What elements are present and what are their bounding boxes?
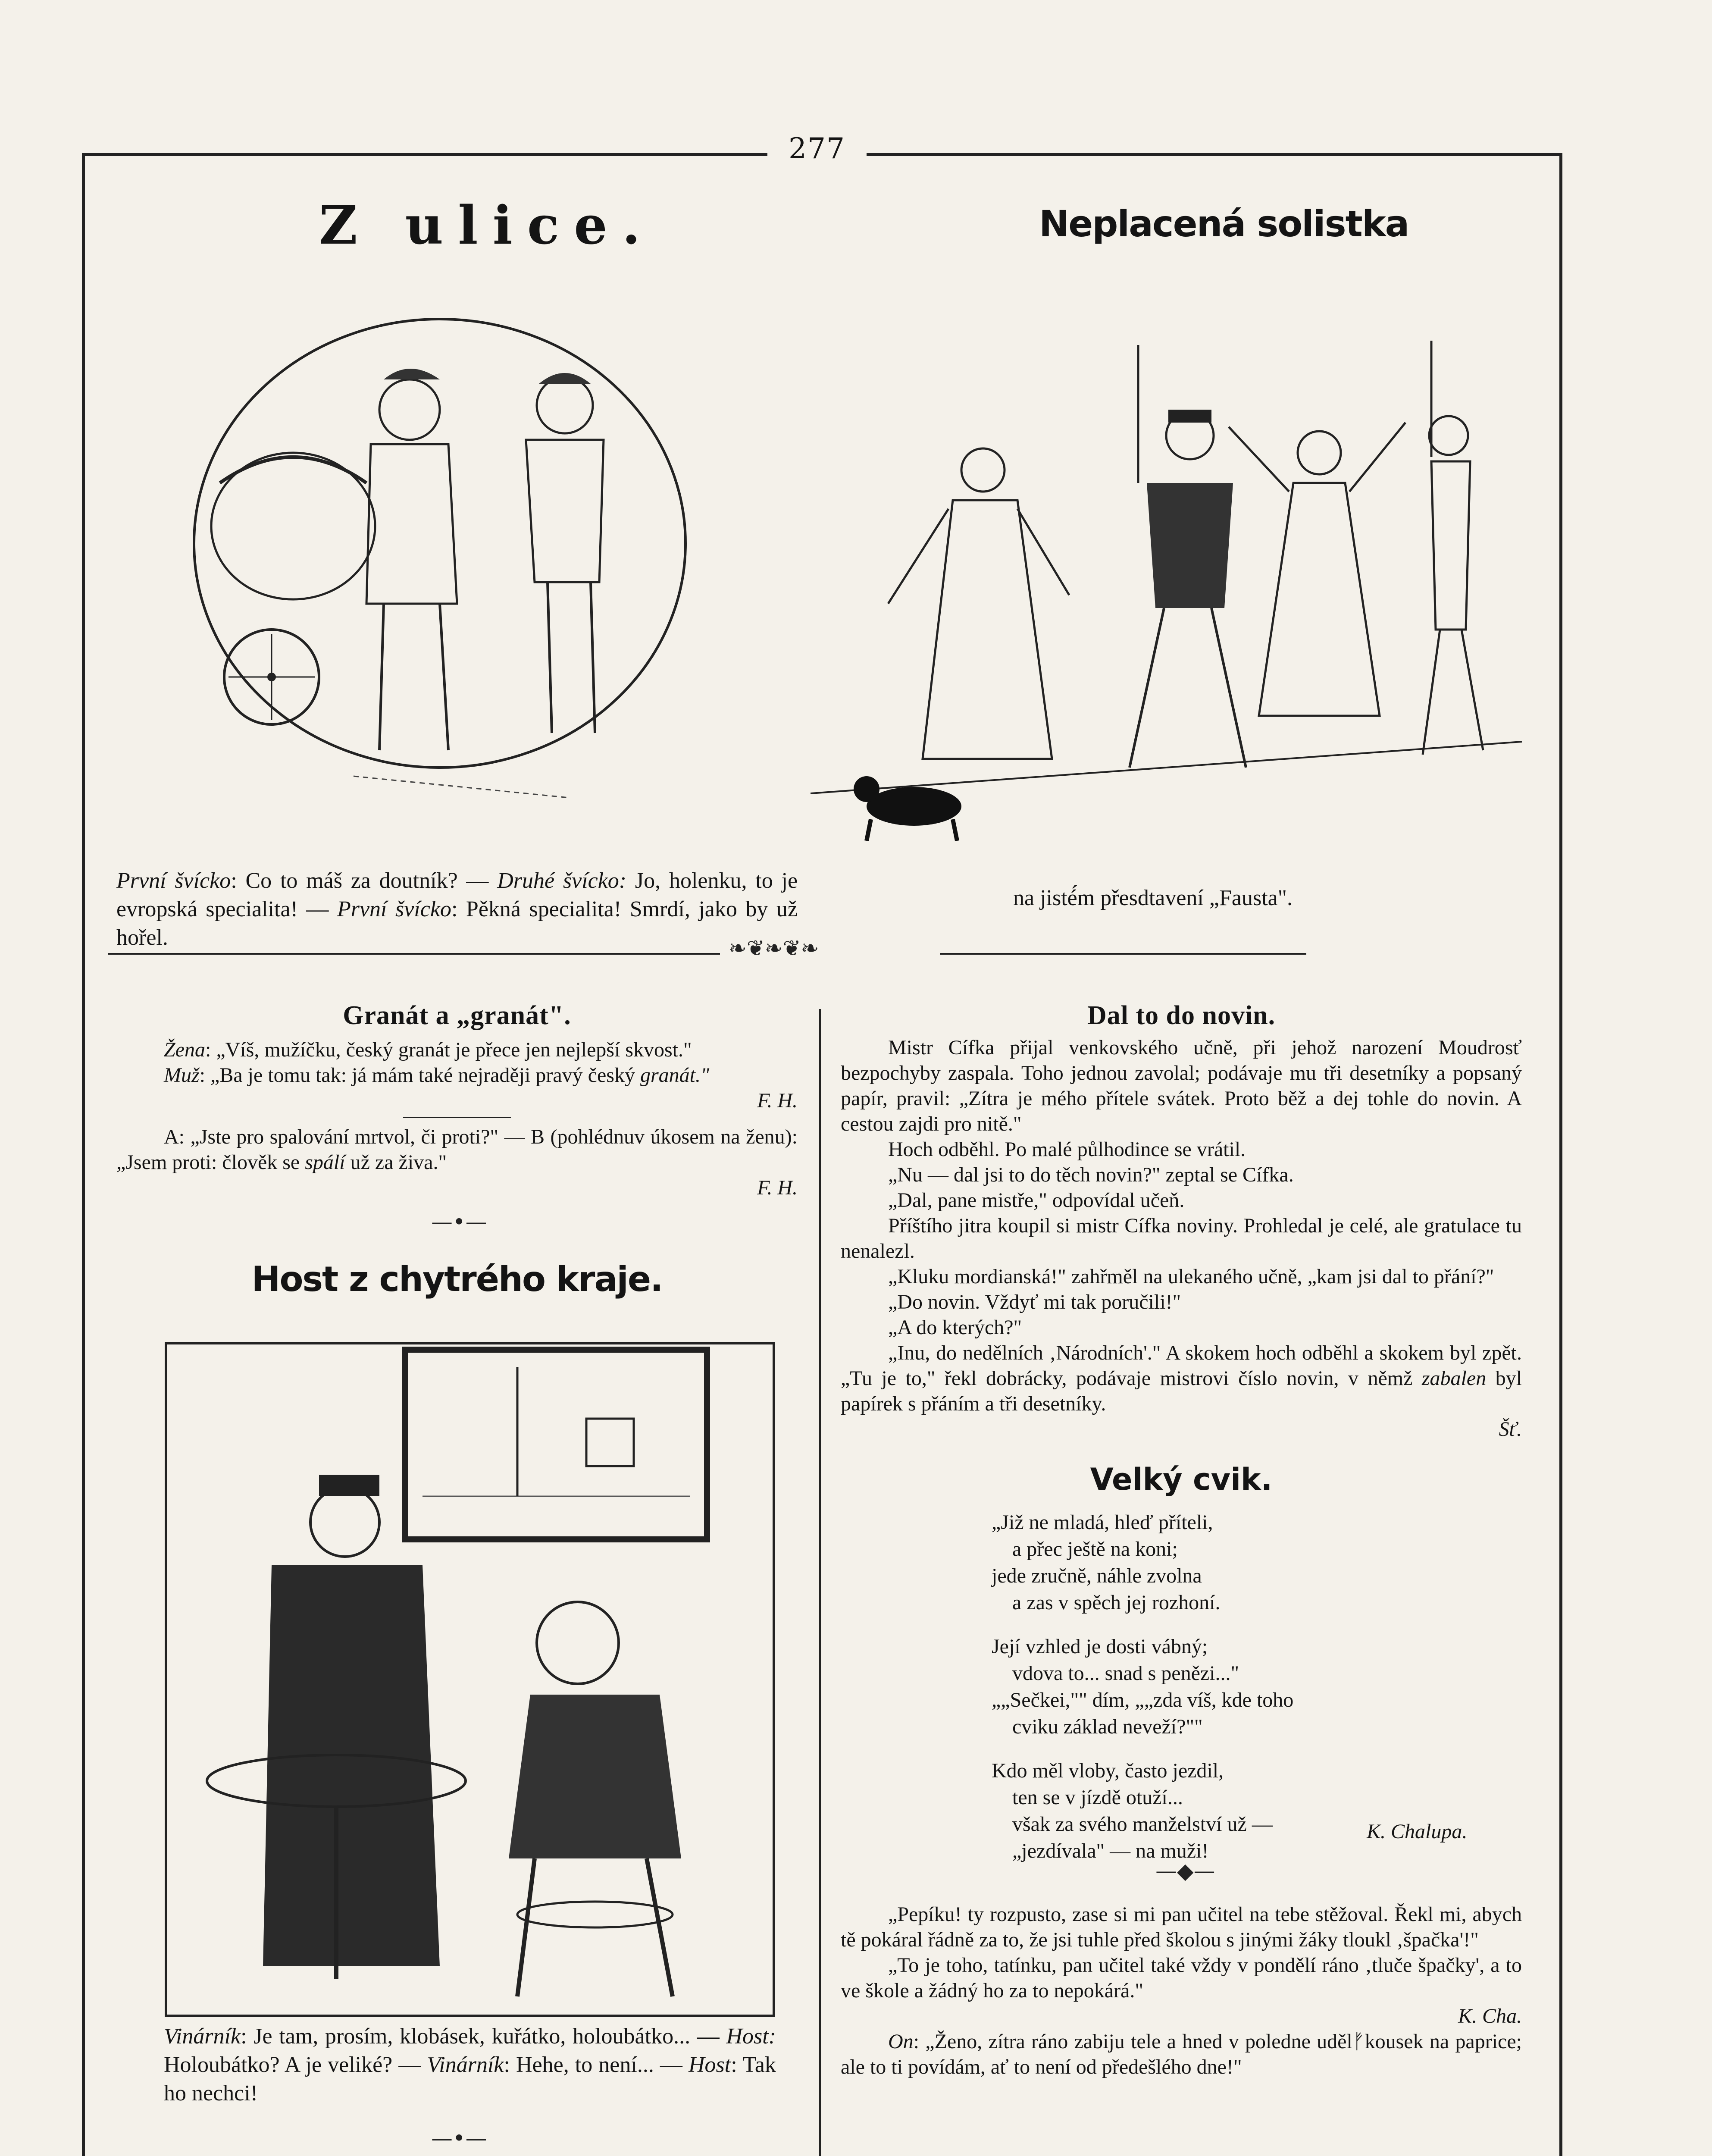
caption-part: : Hehe, to není... —	[504, 2053, 689, 2077]
caption-part: Holoubátko? A je veliké? —	[164, 2053, 427, 2077]
caption-part: Jo, holenku, to je evropská specialita! —	[116, 868, 798, 921]
text: spálí	[305, 1151, 345, 1174]
ornament: ❧❦❧❦❧	[729, 936, 819, 961]
paragraph: „Inu, do nedělních ‚Národních'." A skokem hoch odběhl a skokem byl zpět. „Tu je to," řekl dobrácky, podávaje mistrovi číslo novin, v němž	[841, 1341, 1522, 1390]
poem-line: jede zručně, náhle zvolna	[992, 1564, 1202, 1587]
illustration-inn	[164, 1341, 776, 2018]
article-granat-body	[116, 1037, 798, 1200]
article-noviny-body	[841, 1035, 1522, 1442]
poem-line: a zas v spěch jej rozhoní.	[992, 1591, 1221, 1614]
paragraph: „Pepíku! ty rozpusto, zase si mi pan učitel na tebe stěžoval. Řekl mi, abych tě pokáral řádně za to, že jsi tuhle před školou s jinými žáky tloukl ‚špačka'!"	[841, 1903, 1522, 1951]
paragraph: „Dal, pane mistře," odpovídal učeň.	[888, 1189, 1185, 1212]
caption-part: První švícko	[337, 897, 451, 921]
divider-left	[108, 953, 720, 955]
caption-part: První švícko	[116, 868, 231, 893]
author: F. H.	[757, 1176, 798, 1199]
article-noviny-heading: Dal to do novin.	[1087, 1001, 1276, 1030]
paragraph: : „Ženo, zítra ráno zabiju tele a hned v poledne udělᚠkousek na paprice; ale to ti povídám, ať to není od předešlého dne!"	[841, 2030, 1522, 2078]
paragraph: Hoch odběhl. Po malé půlhodince se vrátil.	[888, 1138, 1246, 1161]
poem-line: ten se v jízdě otuží...	[992, 1786, 1183, 1809]
text: A: „Jste pro spalování mrtvol, či proti?" — B (pohlédnuv úkosem na ženu): „Jsem proti: člověk se	[116, 1125, 798, 1174]
speaker: Muž	[164, 1064, 200, 1087]
poem-author: K. Chalupa.	[1367, 1820, 1468, 1843]
text: granát."	[640, 1064, 710, 1087]
text: : „Víš, mužíčku, český granát je přece jen nejlepší skvost."	[205, 1038, 692, 1061]
author: F. H.	[757, 1089, 798, 1112]
text: zabalen	[1421, 1367, 1487, 1390]
cartoon1-caption	[116, 867, 798, 952]
poem-line: cviku základ neveží?""	[992, 1715, 1203, 1738]
poem-line: „„Sečkei,"" dím, „„zda víš, kde toho	[992, 1689, 1294, 1711]
poem-line: a přec ještě na koni;	[992, 1538, 1178, 1561]
text: : „Ba je tomu tak: já mám také nejraději pravý český	[199, 1064, 640, 1087]
author: Šť.	[1499, 1418, 1522, 1441]
small-ornament: —◆—	[1155, 1858, 1215, 1883]
caption-part: : Tak ho nechci!	[164, 2053, 776, 2106]
cartoon1-title: Z ulice.	[319, 194, 655, 256]
poem-line: „jezdívala" — na muži!	[992, 1839, 1209, 1862]
article-granat-heading: Granát a „granát".	[343, 1001, 571, 1030]
page-number: 277	[767, 129, 867, 168]
cartoon2-caption: na jisté́m přesdtavení „Fausta".	[1013, 886, 1293, 910]
paragraph: „Do novin. Vždyť mi tak poručili!"	[888, 1291, 1181, 1313]
poem-body	[992, 1509, 1509, 1865]
caption-part: : Je tam, prosím, klobásek, kuřátko, holoubátko... —	[241, 2024, 726, 2049]
paragraph: „Kluku mordianská!" zahřměl na ulekaného učně, „kam jsi dal to přání?"	[888, 1265, 1494, 1288]
author: K. Cha.	[1458, 2005, 1522, 2028]
caption-part: Druhé švícko:	[497, 868, 627, 893]
caption-part: : Co to máš za doutník? —	[231, 868, 498, 893]
illustration-opera-stage	[811, 328, 1522, 845]
article-spacek-body	[841, 1902, 1522, 2080]
poem-heading: Velký cvik.	[1090, 1462, 1273, 1497]
text: už za živa."	[345, 1151, 447, 1174]
speaker: On	[888, 2030, 914, 2053]
poem-line: však za svého manželství už —	[992, 1813, 1273, 1836]
small-ornament: —•—	[431, 1210, 487, 1235]
paragraph: Mistr Cífka přijal venkovského učně, při jehož narození Moudrosť bezpochyby zaspala. Toho jednou zavolal; podávaje mu tři desetníky a popsaný papír, pravil: „Zítra je mého přítele svátek. Proto běž a dej tohle do novin. A cestou zajdi pro nitě."	[841, 1036, 1522, 1135]
paragraph: „Nu — dal jsi to do těch novin?" zeptal se Cífka.	[888, 1163, 1294, 1186]
caption-part: Vinárník	[164, 2024, 241, 2049]
caption-part: Vinárník	[427, 2053, 504, 2077]
article-host-caption	[164, 2022, 776, 2108]
article-host-heading: Host z chytrého kraje.	[251, 1259, 663, 1299]
paragraph: „To je toho, tatínku, pan učitel také vždy v pondělí ráno ‚tluče špačky', a to ve škole a žádný ho za to nepokárá."	[841, 1954, 1522, 2002]
poem-line: „Již ne mladá, hleď příteli,	[992, 1511, 1213, 1534]
poem-line: vdova to... snad s penězi..."	[992, 1662, 1239, 1685]
column-divider	[819, 1009, 821, 2156]
caption-part: : Pěkná specialita! Smrdí, jako by už hořel.	[116, 897, 798, 950]
paragraph: „A do kterých?"	[888, 1316, 1022, 1339]
poem-line: Kdo měl vloby, často jezdil,	[992, 1759, 1224, 1782]
illustration-street-apprentices	[181, 302, 698, 841]
poem-line: Její vzhled je dosti vábný;	[992, 1635, 1208, 1658]
small-ornament: —•—	[431, 2126, 487, 2151]
divider-right	[940, 953, 1306, 955]
caption-part: Host:	[726, 2024, 776, 2049]
cartoon2-title: Neplacená solistka	[1039, 203, 1409, 245]
caption-part: Host	[688, 2053, 731, 2077]
speaker: Žena	[164, 1038, 205, 1061]
paragraph: Příštího jitra koupil si mistr Cífka noviny. Prohledal je celé, ale gratulace tu nenalezl.	[841, 1214, 1522, 1263]
short-rule	[403, 1117, 511, 1118]
text: byl papírek s přáním a tři desetníky.	[841, 1367, 1522, 1415]
